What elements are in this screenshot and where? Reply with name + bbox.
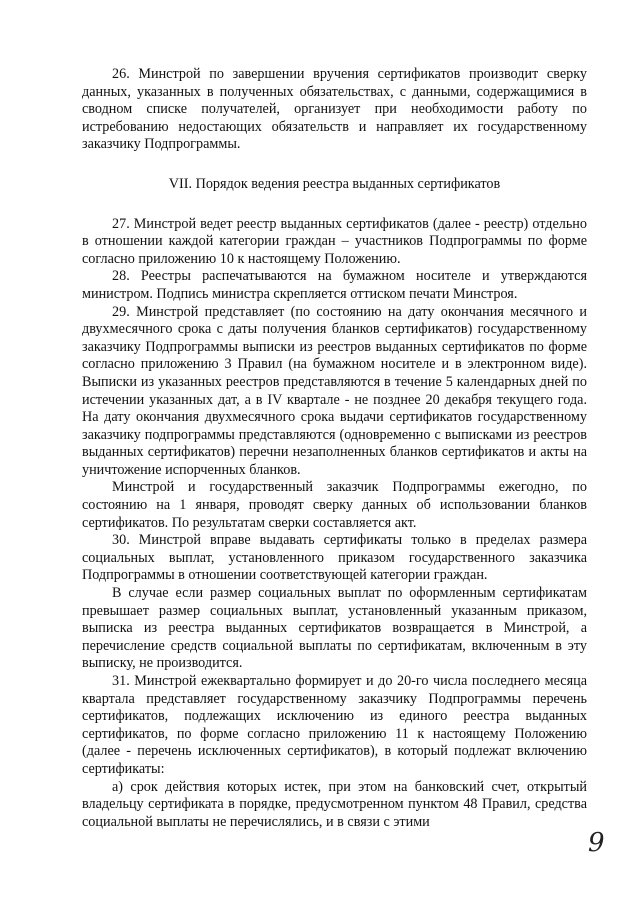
section-heading: VII. Порядок ведения реестра выданных сертификатов: [168, 175, 501, 192]
paragraph-26: 26. Минстрой по завершении вручения сертификатов производит сверку данных, указанных в полученных обязательствах, с данными, содержащимися в сводном списке получателей, организует при необходимости работу по истребованию недостающих обязательств и направляет их государственному заказчику Подпрограммы.: [82, 66, 587, 153]
page-number: 9: [588, 828, 605, 858]
document-body: [82, 66, 587, 831]
paragraph-31-item-a: а) срок действия которых истек, при этом на банковский счет, открытый владельцу сертификата в порядке, предусмотренном пунктом 48 Правил, средства социальной выплаты не перечислялись, и в связи с этими: [82, 778, 587, 830]
paragraph-28: 28. Реестры распечатываются на бумажном носителе и утверждаются министром. Подпись министра скрепляется оттиском печати Минстроя.: [82, 268, 587, 302]
paragraph-30-continued: В случае если размер социальных выплат по оформленным сертификатам превышает размер социальных выплат, установленный указанным приказом, выписка из реестра выданных сертификатов возвращается в Минстрой, а перечисление средств социальной выплаты по сертификатам, включенным в эту выписку, не производится.: [82, 585, 587, 672]
paragraph-30: 30. Минстрой вправе выдавать сертификаты только в пределах размера социальных выплат, установленного приказом государственного заказчика Подпрограммы в отношении соответствующей категории граждан.: [82, 532, 587, 584]
paragraph-31: 31. Минстрой ежеквартально формирует и до 20-го числа последнего месяца квартала представляет государственному заказчику Подпрограммы перечень сертификатов, подлежащих исключению из единого реестра выданных сертификатов, по форме согласно приложению 11 к настоящему Положению (далее - перечень исключенных сертификатов), в который подлежат включению сертификаты:: [82, 673, 587, 777]
paragraph-29-continued: Минстрой и государственный заказчик Подпрограммы ежегодно, по состоянию на 1 января, проводят сверку данных об использовании бланков сертификатов. По результатам сверки составляется акт.: [82, 479, 587, 531]
paragraph-29: 29. Минстрой представляет (по состоянию на дату окончания месячного и двухмесячного срока с даты получения бланков сертификатов) государственному заказчику Подпрограммы выписки из реестров выданных сертификатов по форме согласно приложению 3 Правил (на бумажном носителе и в электронном виде). Выписки из указанных реестров представляются в течение 5 календарных дней по истечении указанных дат, а в IV квартале - не позднее 20 декабря текущего года. На дату окончания двухмесячного срока выдачи сертификатов государственному заказчику подпрограммы представляются (одновременно с выписками из реестров выданных сертификатов) перечни незаполненных бланков сертификатов и акты на уничтожение испорченных бланков.: [82, 303, 587, 478]
paragraph-27: 27. Минстрой ведет реестр выданных сертификатов (далее - реестр) отдельно в отношении каждой категории граждан – участников Подпрограммы по форме согласно приложению 10 к настоящему Положению.: [82, 215, 587, 267]
